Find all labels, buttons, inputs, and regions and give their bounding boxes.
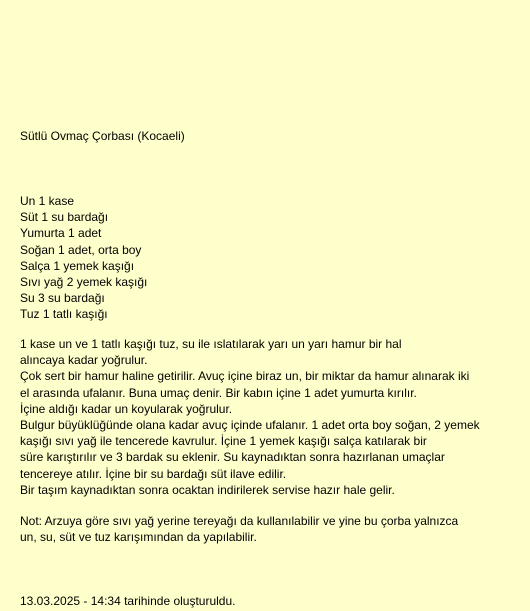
instruction-line: el arasında ufalanır. Buna umaç denir. Bir kabın içine 1 adet yumurta kırılır. (20, 385, 417, 400)
ingredient-item: Süt 1 su bardağı (20, 210, 109, 225)
ingredient-item: Tuz 1 tatlı kaşığı (20, 307, 108, 322)
instruction-line: 1 kase un ve 1 tatlı kaşığı tuz, su ile ıslatılarak yarı un yarı hamur bir hal (20, 337, 402, 351)
created-timestamp: 13.03.2025 - 14:34 tarihinde oluşturuldu. (20, 594, 236, 608)
ingredient-item: Sıvı yağ 2 yemek kaşığı (20, 274, 148, 289)
note-line: Not: Arzuya göre sıvı yağ yerine tereyağı da kullanılabilir ve yine bu çorba yalnızca (20, 514, 459, 528)
instruction-line: Bir taşım kaynadıktan sonra ocaktan indirilerek servise hazır hale gelir. (20, 482, 395, 497)
ingredient-item: Salça 1 yemek kaşığı (20, 258, 135, 273)
instruction-line: tencereye atılır. İçine bir su bardağı süt ilave edilir. (20, 466, 287, 481)
instructions-block (20, 336, 490, 498)
ingredient-item: Un 1 kase (20, 194, 75, 208)
ingredient-list (20, 193, 147, 323)
instruction-line: Bulgur büyüklüğünde olana kadar avuç içinde ufalanır. 1 adet orta boy soğan, 2 yemek (20, 417, 480, 432)
recipe-note (20, 513, 458, 545)
instruction-line: alıncaya kadar yoğrulur. (20, 353, 148, 368)
instruction-line: kaşığı sıvı yağ ile tencerede kavrulur. İçine 1 yemek kaşığı salça katılarak bir (20, 434, 427, 449)
instruction-line: süre karıştırılır ve 3 bardak su eklenir. Su kaynadıktan sonra hazırlanan umaçlar (20, 450, 445, 465)
instruction-line: İçine aldığı kadar un koyularak yoğrulur. (20, 401, 233, 416)
ingredient-item: Yumurta 1 adet (20, 226, 102, 241)
ingredient-item: Soğan 1 adet, orta boy (20, 242, 142, 257)
recipe-title: Sütlü Ovmaç Çorbası (Kocaeli) (20, 129, 185, 143)
ingredient-item: Su 3 su bardağı (20, 291, 105, 306)
instruction-line: Çok sert bir hamur haline getirilir. Avuç içine biraz un, bir miktar da hamur alınarak iki (20, 369, 470, 384)
note-line: un, su, süt ve tuz karışımından da yapılabilir. (20, 530, 257, 545)
